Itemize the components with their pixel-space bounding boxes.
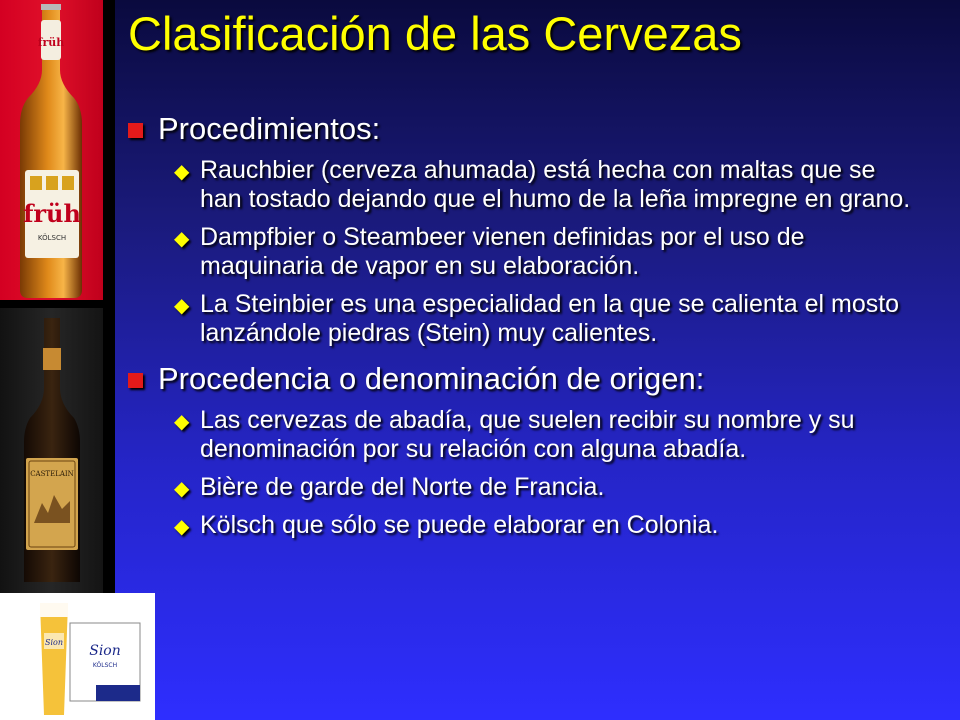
section-heading-procedencia (122, 362, 922, 396)
list-item-text: Kölsch que sólo se puede elaborar en Colonia. (200, 511, 719, 539)
square-bullet-icon (128, 123, 143, 138)
diamond-bullet-icon: ◆ (174, 295, 190, 317)
section-heading-text: Procedencia o denominación de origen: (158, 361, 705, 396)
diamond-bullet-icon: ◆ (174, 516, 190, 538)
list-item-text: Dampfbier o Steambeer vienen definidas por el uso de maquinaria de vapor en su elaboración. (200, 223, 805, 280)
slide-title: Clasificación de las Cervezas (128, 7, 742, 60)
fruh-bottle-illustration (0, 0, 103, 300)
slide-content (122, 112, 922, 549)
diamond-bullet-icon: ◆ (174, 228, 190, 250)
bottle-body-label: früh (23, 199, 81, 228)
section-heading-text: Procedimientos: (158, 111, 381, 146)
list-item-text: La Steinbier es una especialidad en la que se calienta el mosto lanzándole piedras (Stein) muy calientes. (200, 290, 900, 347)
bottle-sub-label: KÖLSCH (37, 234, 67, 242)
sion-box-sub: KÖLSCH (92, 662, 118, 669)
list-item-text: Rauchbier (cerveza ahumada) está hecha con maltas que se han tostado dejando que el humo de la leña impregne en grano. (200, 156, 911, 213)
list-item (122, 290, 922, 348)
square-bullet-icon (128, 373, 143, 388)
bottle-neck-label: früh (37, 36, 65, 49)
diamond-bullet-icon: ◆ (174, 478, 190, 500)
list-item (122, 156, 922, 214)
list-item (122, 406, 922, 464)
section-heading-procedimientos (122, 112, 922, 146)
sion-box-brand: Sion (89, 643, 121, 659)
sion-glass-illustration (0, 593, 155, 720)
list-item-text: Bière de garde del Norte de Francia. (200, 473, 605, 501)
castelain-bottle-illustration (0, 308, 103, 593)
castelain-bottle-photo (0, 308, 103, 593)
fruh-bottle-photo (0, 0, 103, 300)
list-item-text: Las cervezas de abadía, que suelen recibir su nombre y su denominación por su relación con alguna abadía. (200, 406, 855, 463)
list-item (122, 473, 922, 502)
sion-glass-photo (0, 593, 155, 720)
list-item (122, 223, 922, 281)
diamond-bullet-icon: ◆ (174, 161, 190, 183)
list-item (122, 511, 922, 540)
diamond-bullet-icon: ◆ (174, 411, 190, 433)
bottle2-label: CASTELAIN (30, 470, 74, 478)
sion-glass-brand: Sion (44, 638, 64, 647)
